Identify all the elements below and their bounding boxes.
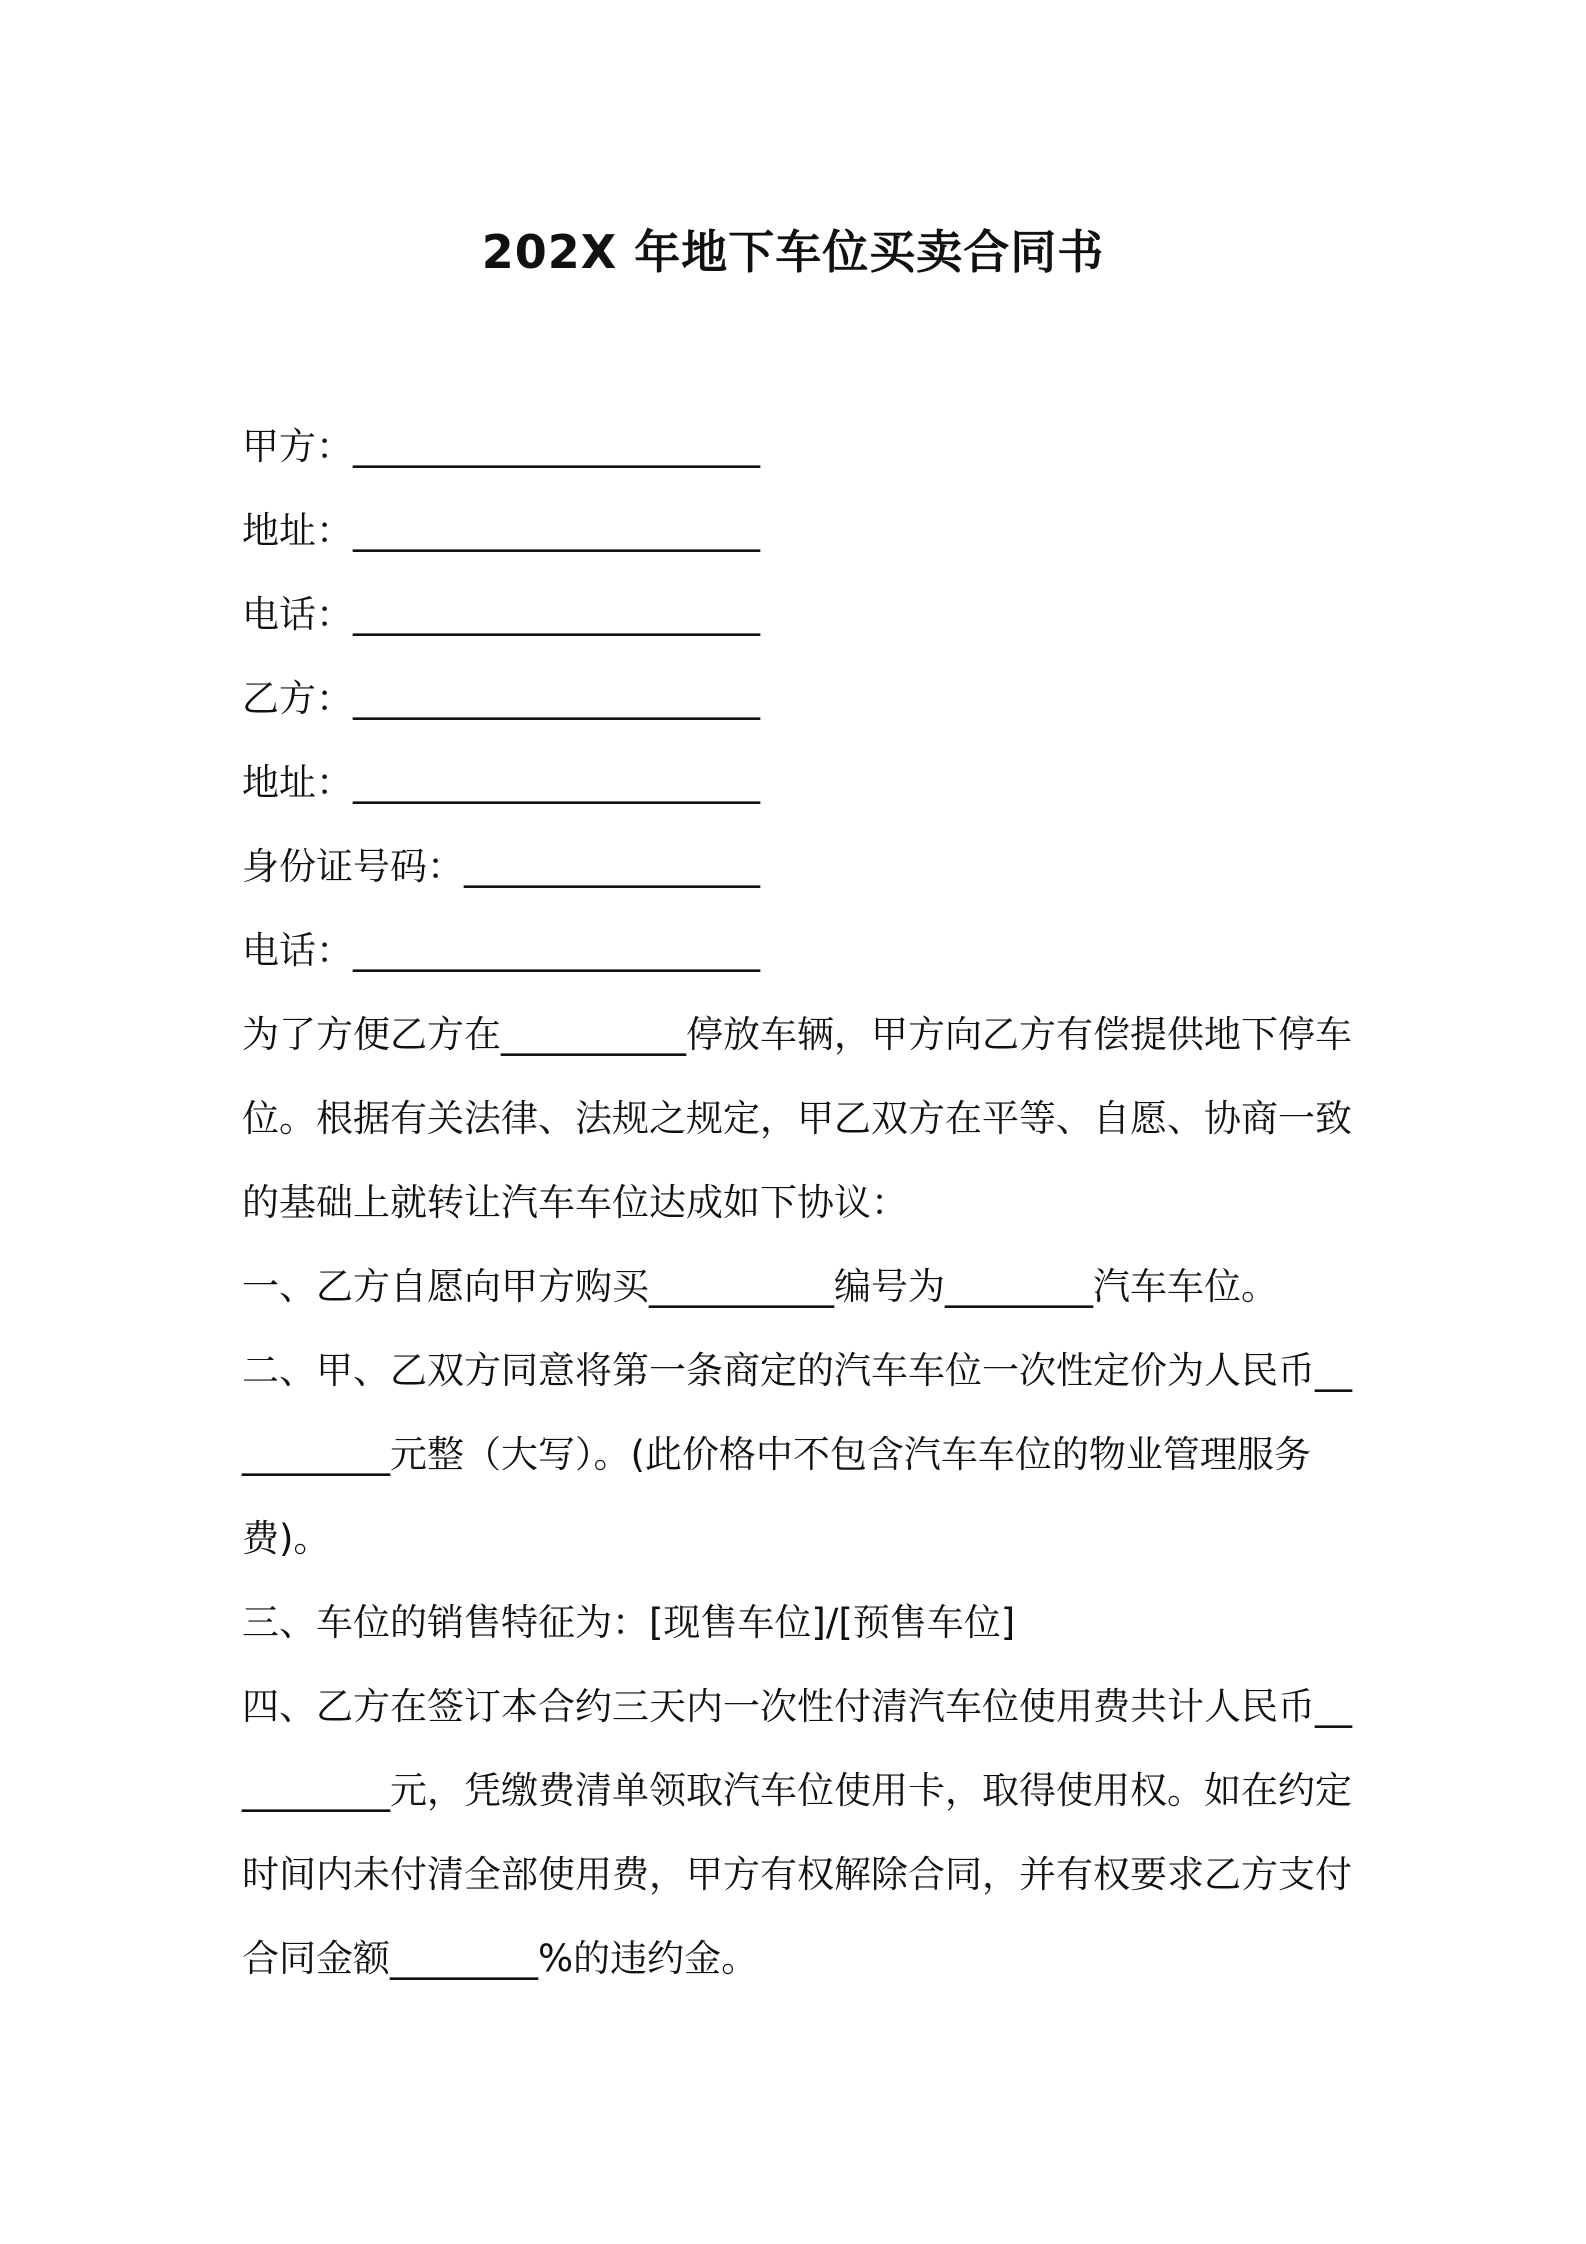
party-a-phone-line: 电话：______________________ <box>242 593 760 636</box>
party-a-address-line: 地址：______________________ <box>242 509 760 552</box>
party-b-id-number-line: 身份证号码：________________ <box>242 845 760 888</box>
party-a-name-line: 甲方：______________________ <box>242 425 760 468</box>
party-b-name-line: 乙方：______________________ <box>242 677 760 720</box>
document-body <box>242 405 1362 2001</box>
clause-1-paragraph: 一、乙方自愿向甲方购买__________编号为________汽车车位。 <box>242 1265 1278 1308</box>
party-b-phone-line: 电话：______________________ <box>242 929 760 972</box>
clause-3-paragraph: 三、车位的销售特征为：[现售车位]/[预售车位] <box>242 1601 1016 1644</box>
party-b-address-line: 地址：______________________ <box>242 761 760 804</box>
document-title: 202X 年地下车位买卖合同书 <box>481 225 1105 279</box>
clause-4-paragraph: 四、乙方在签订本合约三天内一次性付清汽车位使用费共计人民币__________元，凭缴费清单领取汽车位使用卡，取得使用权。如在约定时间内未付清全部使用费，甲方有权解除合同，并有权要求乙方支付合同金额________%的违约金。 <box>242 1685 1352 1980</box>
clause-2-paragraph: 二、甲、乙双方同意将第一条商定的汽车车位一次性定价为人民币__________元整（大写）。(此价格中不包含汽车车位的物业管理服务费)。 <box>242 1349 1352 1560</box>
preamble-paragraph: 为了方便乙方在__________停放车辆，甲方向乙方有偿提供地下停车位。根据有关法律、法规之规定，甲乙双方在平等、自愿、协商一致的基础上就转让汽车车位达成如下协议： <box>242 1013 1352 1224</box>
